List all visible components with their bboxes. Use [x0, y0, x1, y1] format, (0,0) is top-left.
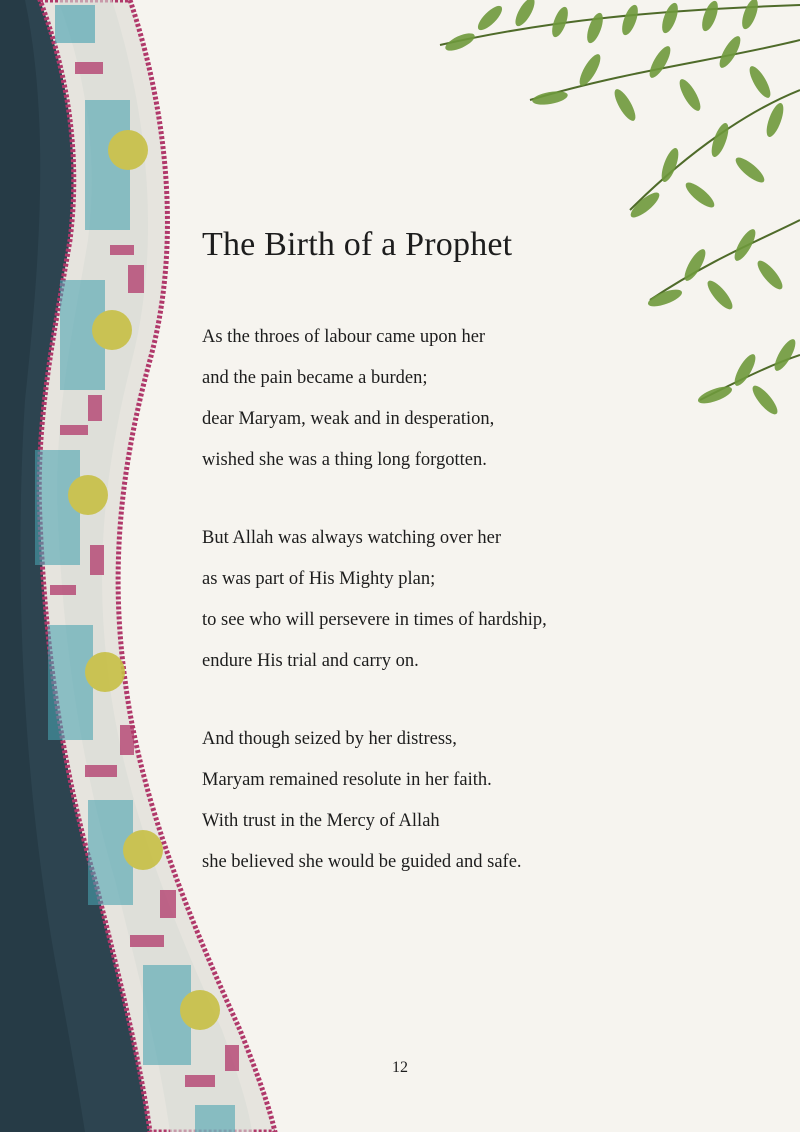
- poem-line: But Allah was always watching over her: [202, 528, 502, 548]
- poem-line: she believed she would be guided and safe.: [202, 852, 522, 872]
- poem-line: With trust in the Mercy of Allah: [202, 811, 440, 831]
- poem-line: dear Maryam, weak and in desperation,: [202, 409, 495, 429]
- poem-line: As the throes of labour came upon her: [202, 327, 486, 347]
- poem-line: Maryam remained resolute in her faith.: [202, 770, 492, 790]
- poem-line: as was part of His Mighty plan;: [202, 569, 436, 589]
- dome: [68, 475, 108, 515]
- dome: [108, 130, 148, 170]
- poem-line: wished she was a thing long forgotten.: [202, 450, 487, 470]
- dome: [123, 830, 163, 870]
- dome: [180, 990, 220, 1030]
- dome: [92, 310, 132, 350]
- page-number: 12: [392, 1059, 408, 1076]
- poem-line: And though seized by her distress,: [202, 729, 457, 749]
- poem-line: and the pain became a burden;: [202, 368, 428, 388]
- poem-stanza: [202, 518, 547, 682]
- page-title: The Birth of a Prophet: [202, 226, 513, 263]
- dome: [85, 652, 125, 692]
- poem-stanza: [202, 719, 522, 883]
- poem-line: endure His trial and carry on.: [202, 651, 419, 671]
- poem-line: to see who will persevere in times of hardship,: [202, 610, 547, 630]
- poem-stanza: [202, 317, 494, 481]
